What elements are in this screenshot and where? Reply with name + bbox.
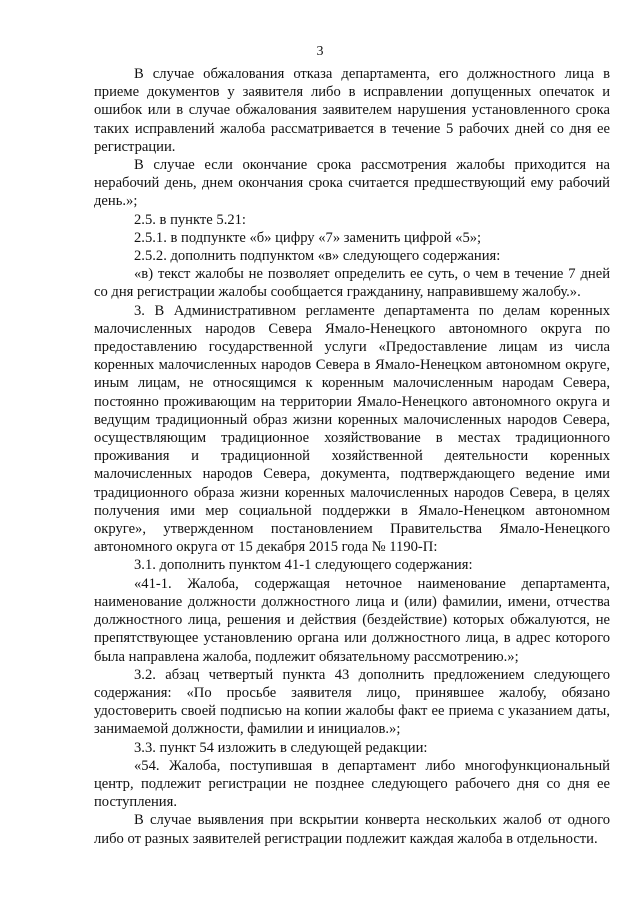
paragraph-3-1: 3.1. дополнить пунктом 41-1 следующего содержания: [134,557,473,574]
paragraph-41-1: «41-1. Жалоба, содержащая неточное наименование департамента, наименование должности должностного лица и (или) фамилии, имени, отчества должностного лица, решения и действия (бездействие) которых обжалуются, не препятствующее установлению органа или должностного лица, в адрес которого была направлена жалоба, подлежит обязательному рассмотрению.»; [94,575,610,665]
paragraph-2-5-2: 2.5.2. дополнить подпунктом «в» следующего содержания: [134,248,501,265]
paragraph-2-5-1: 2.5.1. в подпункте «б» цифру «7» заменить цифрой «5»; [134,229,482,246]
paragraph-3-3: 3.3. пункт 54 изложить в следующей редакции: [134,739,428,756]
paragraph-54: «54. Жалоба, поступившая в департамент либо многофункциональный центр, подлежит регистрации не позднее следующего рабочего дня со дня ее поступления. [94,757,610,811]
paragraph-multiple-complaints: В случае выявления при вскрытии конверта нескольких жалоб от одного либо от разных заявителей регистрации подлежит каждая жалоба в отдельности. [94,812,610,847]
paragraph-subitem-v: «в) текст жалобы не позволяет определить ее суть, о чем в течение 7 дней со дня регистрации жалобы сообщается гражданину, направившему жалобу.». [94,266,610,301]
paragraph-appeal-refusal: В случае обжалования отказа департамента, его должностного лица в приеме документов у заявителя либо в исправлении допущенных опечаток и ошибок или в случае обжалования заявителем нарушения установленного срока таких исправлений жалоба рассматривается в течение 5 рабочих дней со дня ее регистрации. [94,66,610,155]
paragraph-3-2: 3.2. абзац четвертый пункта 43 дополнить предложением следующего содержания: «По просьбе заявителя лицо, принявшее жалобу, обязано удостоверить своей подписью на копии жалобы факт ее приема с указанием даты, занимаемой должности, фамилии и инициалов.»; [94,666,610,738]
paragraph-non-working-day: В случае если окончание срока рассмотрения жалобы приходится на нерабочий день, днем окончания срока считается предшествующий ему рабочий день.»; [94,157,610,210]
paragraph-2-5: 2.5. в пункте 5.21: [134,211,246,228]
document-body [94,65,610,848]
page-number: 3 [316,44,324,59]
paragraph-3-regulation: 3. В Административном регламенте департамента по делам коренных малочисленных народов Севера Ямало-Ненецкого автономного округа по предоставлению государственной услуги «Предоставление лицам из числа коренных малочисленных народов Севера в Ямало-Ненецком автономном округе, иным лицам, не относящимся к коренным малочисленным народам Севера, постоянно проживающим на территории Ямало-Ненецкого автономного округа и ведущим традиционный образ жизни коренных малочисленных народов Севера, осуществляющим традиционное хозяйствование в местах традиционного проживания и традиционной хозяйственной деятельности коренных малочисленных народов Севера, документа, подтверждающего ведение ими традиционного образа жизни коренных малочисленных народов Севера, в целях получения ими мер социальной поддержки в Ямало-Ненецком автономном округе», утвержденном постановлением Правительства Ямало-Ненецкого автономного округа от 15 декабря 2015 года № 1190-П: [94,302,610,556]
